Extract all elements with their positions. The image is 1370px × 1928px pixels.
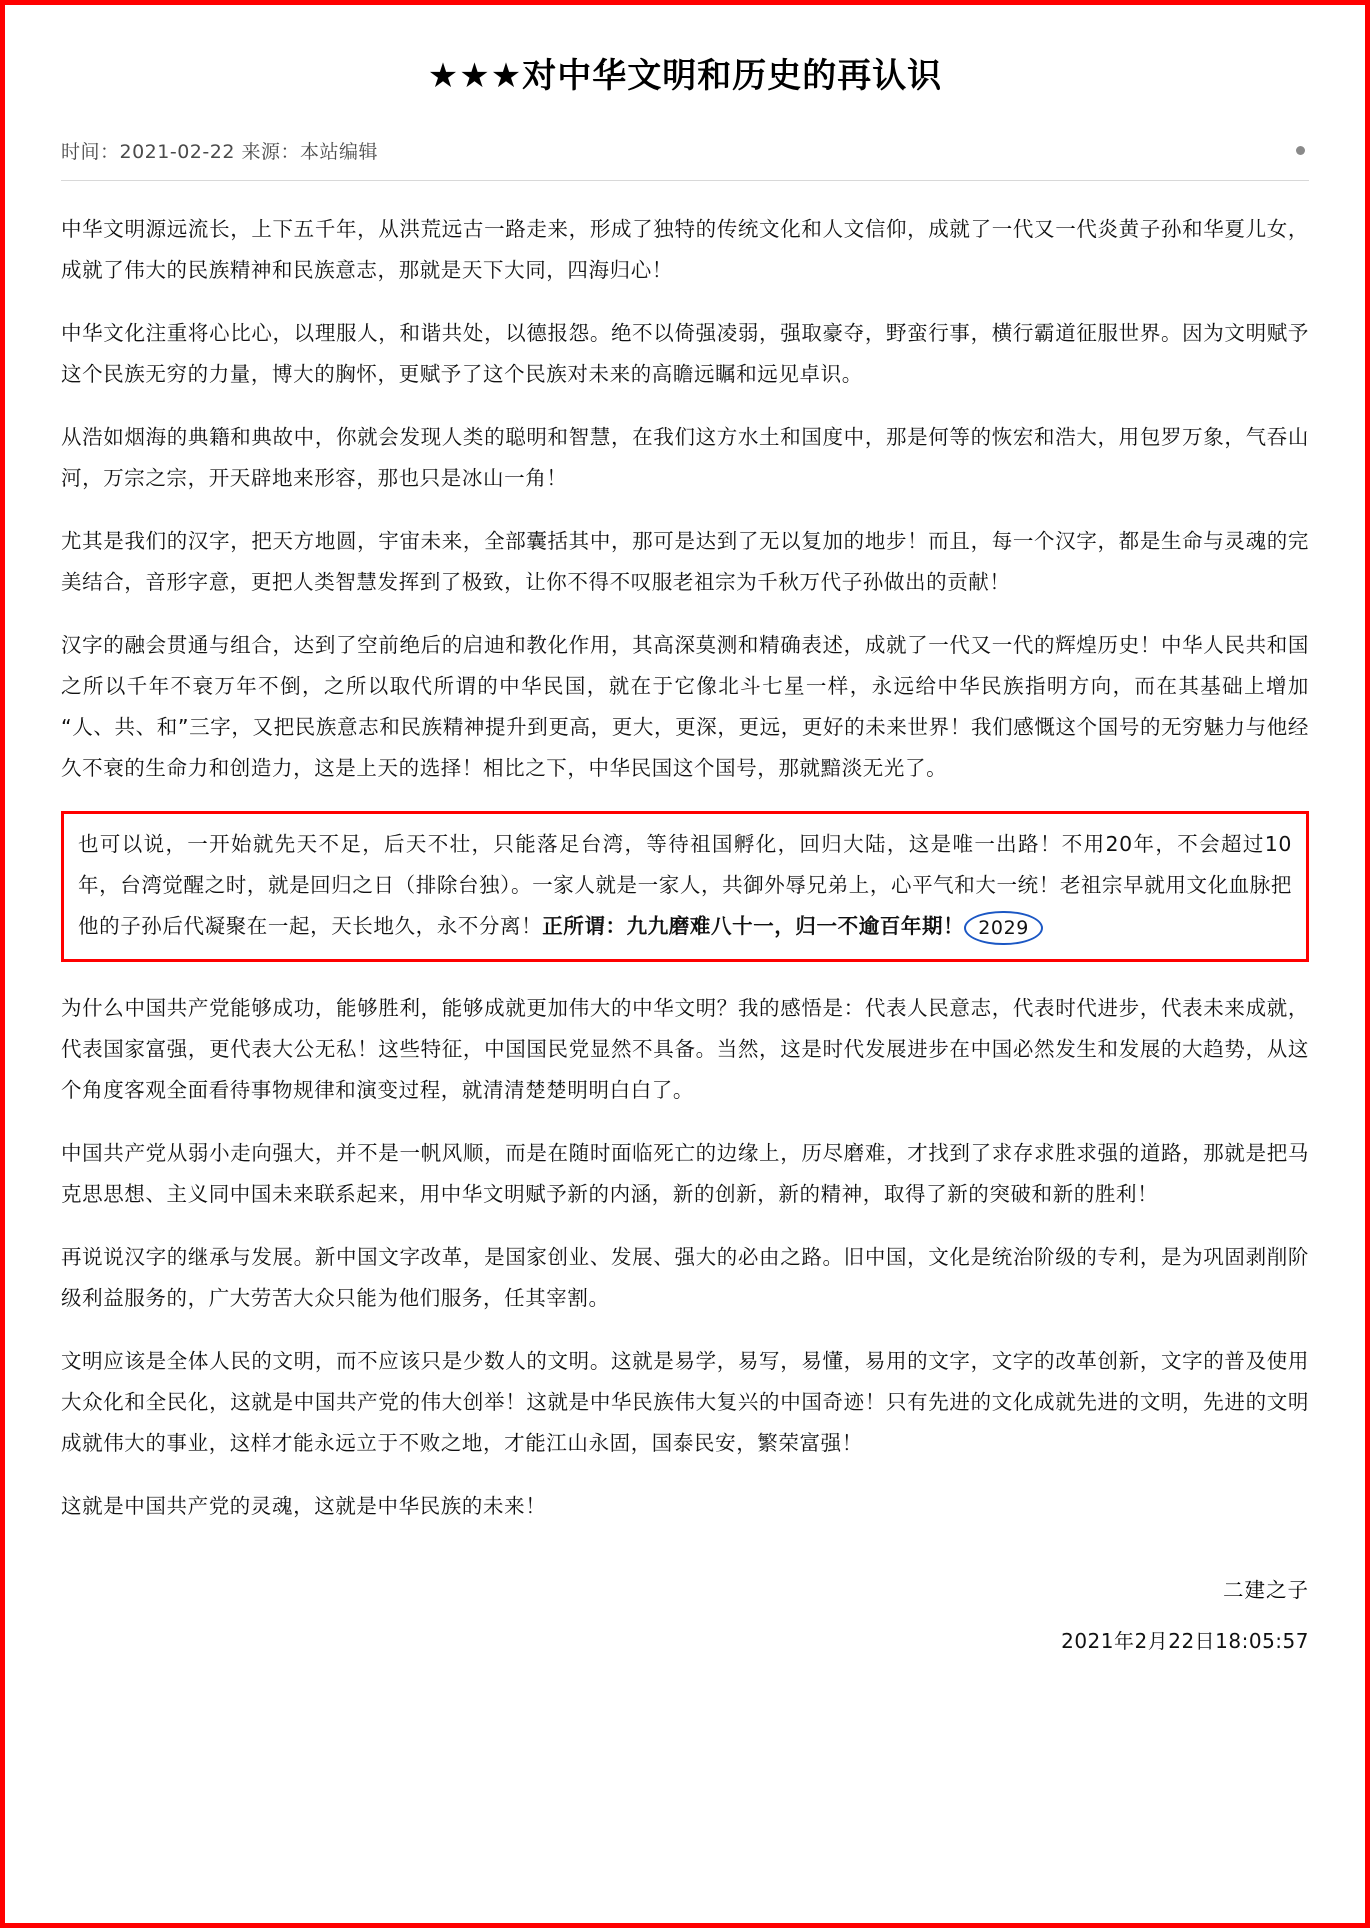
article-meta (61, 137, 1309, 181)
paragraph: 为什么中国共产党能够成功，能够胜利，能够成就更加伟大的中华文明？我的感悟是：代表人民意志，代表时代进步，代表未来成就，代表国家富强，更代表大公无私！这些特征，中国国民党显然不具备。当然，这是时代发展进步在中国必然发生和发展的大趋势，从这个角度客观全面看待事物规律和演变过程，就清清楚楚明明白白了。 (61, 995, 1309, 1102)
paragraph: 汉字的融会贯通与组合，达到了空前绝后的启迪和教化作用，其高深莫测和精确表述，成就了一代又一代的辉煌历史！中华人民共和国之所以千年不衰万年不倒，之所以取代所谓的中华民国，就在于它像北斗七星一样，永远给中华民族指明方向，而在其基础上增加“人、共、和”三字，又把民族意志和民族精神提升到更高，更大，更深，更远，更好的未来世界！我们感慨这个国号的无穷魅力与他经久不衰的生命力和创造力，这是上天的选择！相比之下，中华民国这个国号，那就黯淡无光了。 (61, 632, 1309, 780)
paragraph: 文明应该是全体人民的文明，而不应该只是少数人的文明。这就是易学，易写，易懂，易用的文字，文字的改革创新，文字的普及使用大众化和全民化，这就是中国共产党的伟大创举！这就是中华民族伟大复兴的中国奇迹！只有先进的文化成就先进的文明，先进的文明成就伟大的事业，这样才能永远立于不败之地，才能江山永固，国泰民安，繁荣富强！ (61, 1348, 1309, 1455)
bullet-dot-icon (1296, 146, 1305, 155)
document-content (5, 5, 1365, 1692)
paragraph: 中华文化注重将心比心，以理服人，和谐共处，以德报怨。绝不以倚强凌弱，强取豪夺，野蛮行事，横行霸道征服世界。因为文明赋予这个民族无穷的力量，博大的胸怀，更赋予了这个民族对未来的高瞻远瞩和远见卓识。 (61, 320, 1309, 386)
paragraph: 从浩如烟海的典籍和典故中，你就会发现人类的聪明和智慧，在我们这方水土和国度中，那是何等的恢宏和浩大，用包罗万象，气吞山河，万宗之宗，开天辟地来形容，那也只是冰山一角！ (61, 424, 1309, 490)
paragraph: 中国共产党从弱小走向强大，并不是一帆风顺，而是在随时面临死亡的边缘上，历尽磨难，才找到了求存求胜求强的道路，那就是把马克思思想、主义同中国未来联系起来，用中华文明赋予新的内涵，新的创新，新的精神，取得了新的突破和新的胜利！ (61, 1140, 1309, 1206)
highlight-main-text: 也可以说，一开始就先天不足，后天不壮，只能落足台湾，等待祖国孵化，回归大陆，这是唯一出路！不用20年，不会超过10年，台湾觉醒之时，就是回归之日（排除台独）。一家人就是一家人，共御外辱兄弟上，心平气和大一统！老祖宗早就用文化血脉把他的子孙后代凝聚在一起，天长地久，永不分离！ (78, 831, 1292, 938)
circled-annotation: 2029 (964, 911, 1043, 946)
paragraph: 再说说汉字的继承与发展。新中国文字改革，是国家创业、发展、强大的必由之路。旧中国，文化是统治阶级的专利，是为巩固剥削阶级利益服务的，广大劳苦大众只能为他们服务，任其宰割。 (61, 1244, 1309, 1310)
paragraph: 这就是中国共产党的灵魂，这就是中华民族的未来！ (61, 1493, 547, 1518)
paragraph: 尤其是我们的汉字，把天方地圆，宇宙未来，全部囊括其中，那可是达到了无以复加的地步！而且，每一个汉字，都是生命与灵魂的完美结合，音形字意，更把人类智慧发挥到了极致，让你不得不叹服老祖宗为千秋万代子孙做出的贡献！ (61, 528, 1309, 594)
highlighted-passage (61, 811, 1309, 962)
paragraph: 中华文明源远流长，上下五千年，从洪荒远古一路走来，形成了独特的传统文化和人文信仰，成就了一代又一代炎黄子孙和华夏儿女，成就了伟大的民族精神和民族意志，那就是天下大同，四海归心！ (61, 216, 1309, 282)
meta-time-source: 时间：2021-02-22 来源：本站编辑 (61, 140, 378, 163)
highlight-paragraph (78, 824, 1292, 947)
publish-timestamp: 2021年2月22日18:05:57 (1061, 1628, 1309, 1653)
author-signature: 二建之子 (1223, 1577, 1309, 1602)
highlight-bold-text: 正所谓：九九磨难八十一，归一不逾百年期！ (542, 913, 965, 938)
page-title: ★★★对中华文明和历史的再认识 (427, 56, 943, 96)
